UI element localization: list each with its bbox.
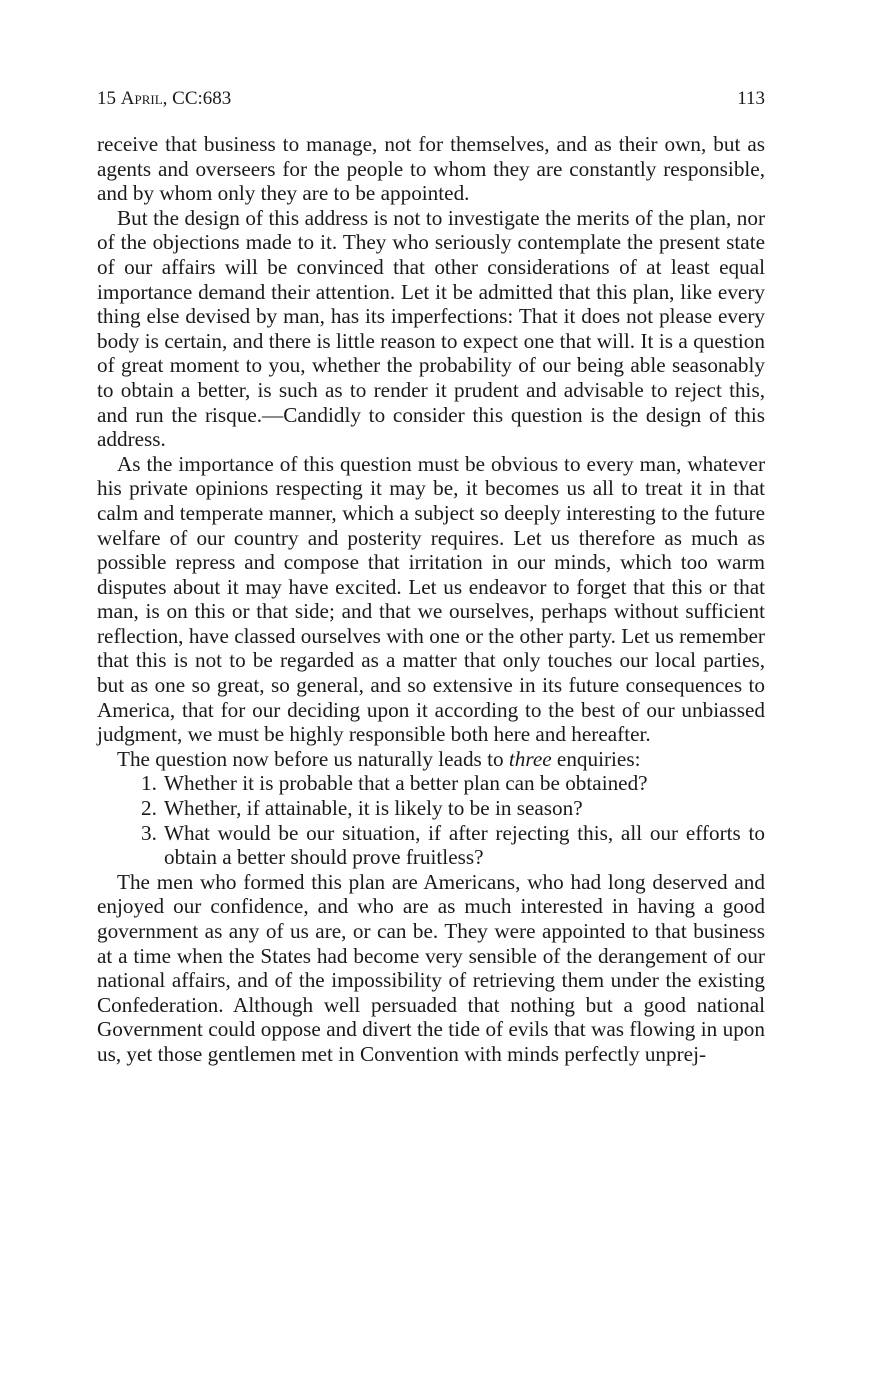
body-text: [97, 132, 765, 1067]
list-item: [97, 821, 765, 870]
list-item: [97, 796, 765, 821]
paragraph-4-text: The question now before us naturally leads to: [117, 746, 509, 771]
list-item-number: 2.: [141, 796, 157, 821]
list-item-number: 1.: [141, 771, 157, 796]
enquiry-list: [97, 771, 765, 869]
running-head-citation: [97, 88, 231, 110]
running-head-suffix: , CC:683: [162, 88, 232, 109]
running-head-date: 15: [97, 88, 121, 109]
list-item-text: Whether it is probable that a better plan can be obtained?: [164, 771, 648, 796]
paragraph-5: The men who formed this plan are Americans, who had long deserved and enjoyed our confidence, and who are as much interested in having a good government as any of us are, or can be. They were appointed to that business at a time when the States had become very sensible of the derangement of our national affairs, and of the impossibility of retrieving them under the existing Confederation. Although well persuaded that nothing but a good national Government could oppose and divert the tide of evils that was flowing in upon us, yet those gentlemen met in Convention with minds perfectly unprej-: [97, 869, 765, 1066]
running-head-month: April: [120, 88, 163, 109]
paragraph-2: But the design of this address is not to investigate the merits of the plan, nor of the objections made to it. They who seriously contemplate the present state of our affairs will be convinced that other considerations of at least equal importance demand their attention. Let it be admitted that this plan, like every thing else devised by man, has its imperfections: That it does not please every body is certain, and there is little reason to expect one that will. It is a question of great moment to you, whether the probability of our being able seasonably to obtain a better, is such as to render it prudent and advisable to reject this, and run the risque.—Candidly to consider this question is the design of this address.: [97, 205, 765, 452]
paragraph-4-emphasis: three: [508, 746, 552, 771]
running-head: [97, 88, 765, 118]
page-number: 113: [737, 88, 765, 109]
document-page: [97, 88, 765, 1067]
paragraph-4: [97, 747, 765, 772]
paragraph-4-text-end: enquiries:: [551, 746, 641, 771]
list-item-text: Whether, if attainable, it is likely to be in season?: [164, 796, 583, 821]
paragraph-1: receive that business to manage, not for themselves, and as their own, but as agents and overseers for the people to whom they are constantly responsible, and by whom only they are to be appointed.: [97, 132, 765, 206]
list-item: [97, 771, 765, 796]
list-item-number: 3.: [141, 820, 157, 845]
list-item-text: What would be our situation, if after rejecting this, all our efforts to obtain a better should prove fruitless?: [164, 820, 765, 870]
paragraph-3: As the importance of this question must be obvious to every man, whatever his private opinions respecting it may be, it becomes us all to treat it in that calm and temperate manner, which a subject so deeply interesting to the future welfare of our country and posterity requires. Let us therefore as much as possible repress and compose that irritation in our minds, which too warm disputes about it may have excited. Let us endeavor to forget that this or that man, is on this or that side; and that we ourselves, perhaps without sufficient reflection, have classed ourselves with one or the other party. Let us remember that this is not to be regarded as a matter that only touches our local parties, but as one so great, so general, and so extensive in its future consequences to America, that for our deciding upon it according to the best of our unbiassed judgment, we must be highly responsible both here and hereafter.: [97, 451, 765, 747]
